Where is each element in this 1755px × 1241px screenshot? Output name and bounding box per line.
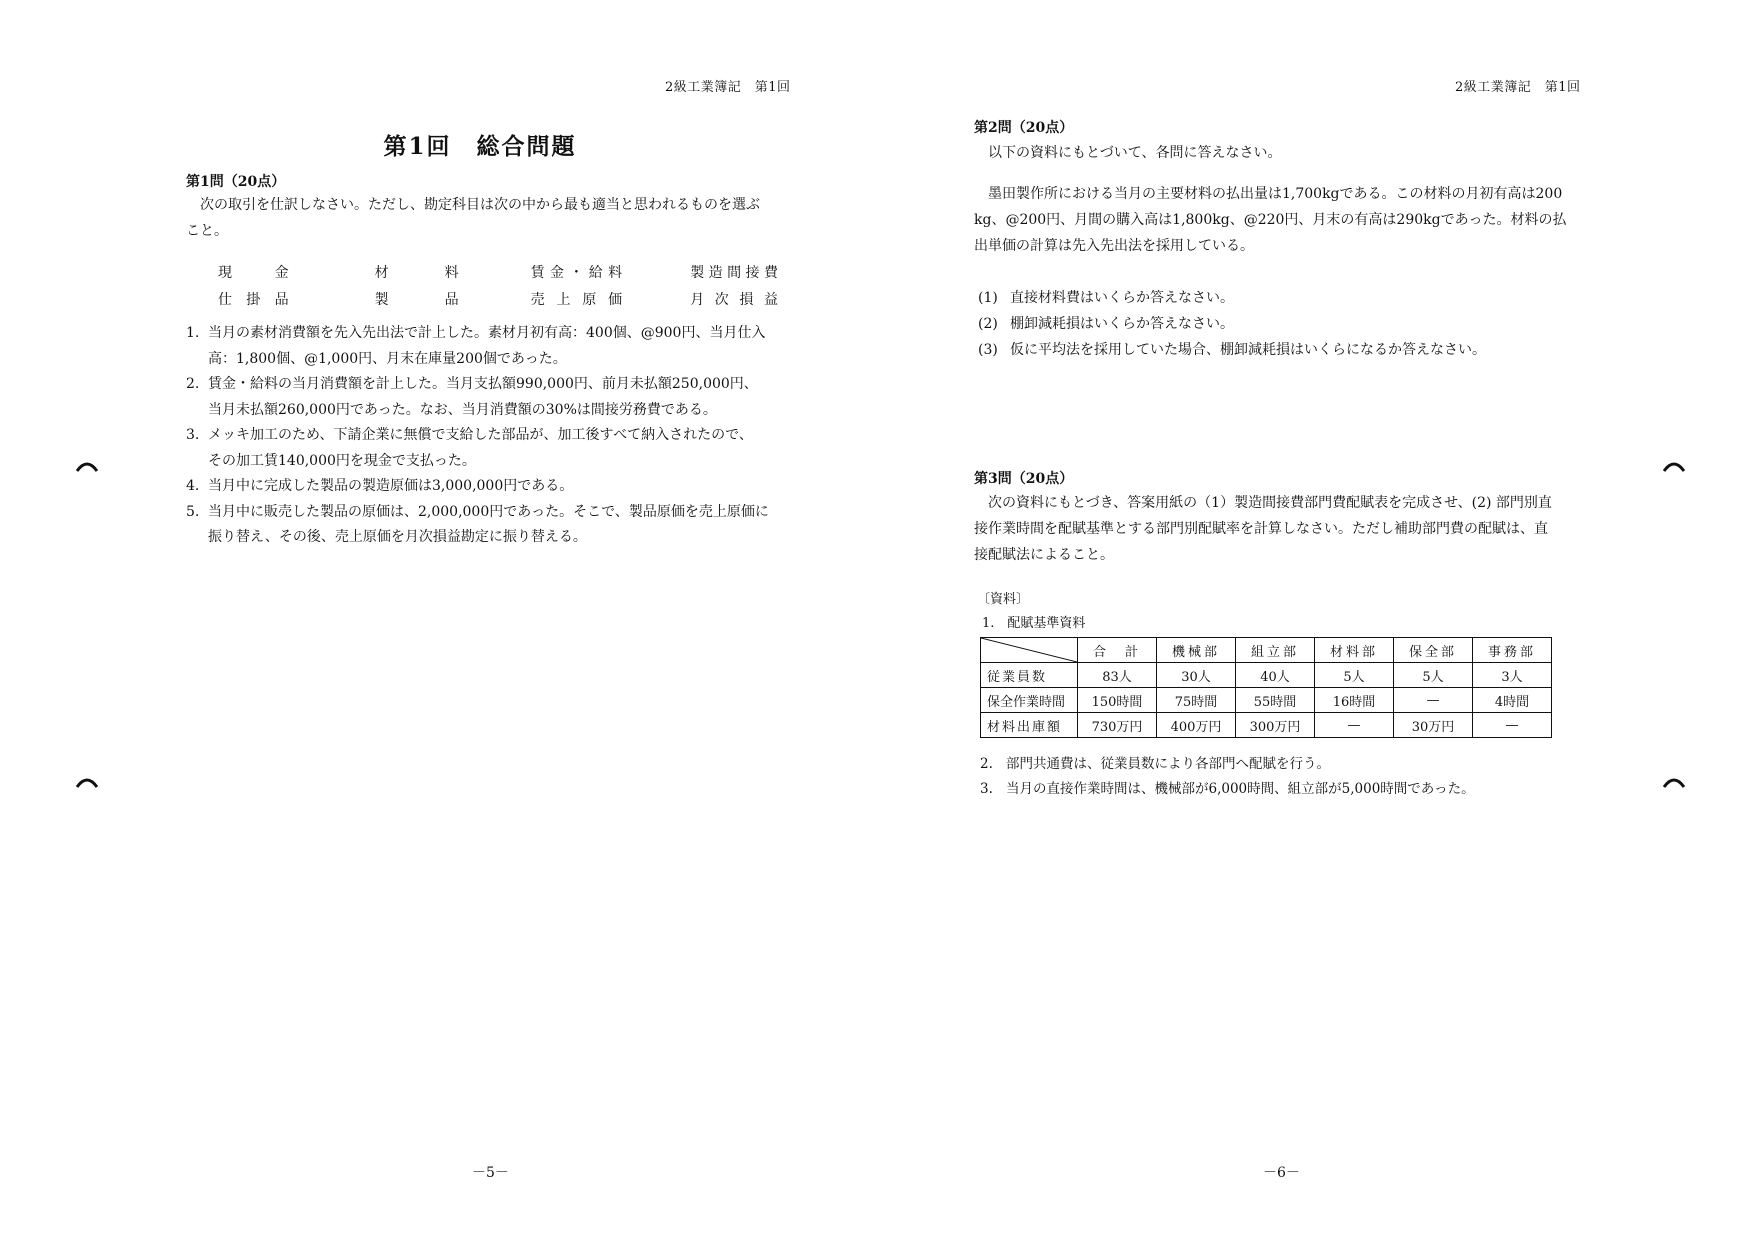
binding-mark-icon: [76, 776, 98, 788]
account-item: 材 料: [374, 264, 459, 281]
note-text: 部門共通費は、従業員数により各部門へ配賦を行う。: [1006, 756, 1330, 772]
table-cell: 30万円: [1394, 713, 1473, 738]
table-cell: 55時間: [1236, 688, 1315, 713]
page-number-right: －6－: [1263, 1165, 1300, 1181]
table-cell: 3人: [1473, 663, 1552, 688]
allocation-basis-table: [980, 637, 1552, 738]
account-list: [218, 258, 778, 312]
account-item: 賃 金 ・ 給 料: [530, 264, 623, 281]
list-item: [978, 311, 1486, 337]
subq-text: 直接材料費はいくらか答えなさい。: [1010, 290, 1234, 306]
item-line: 高：1,800個、@1,000円、月末在庫量200個であった。: [208, 350, 567, 367]
account-row-1: [218, 258, 778, 285]
subq-number: (1): [978, 290, 998, 306]
binding-mark-icon: [1663, 460, 1685, 472]
column-header: 機械部: [1157, 638, 1236, 663]
q1-transaction-list: [186, 321, 806, 551]
table-row: [981, 663, 1552, 688]
list-item: [186, 500, 806, 551]
table-cell: 400万円: [1157, 713, 1236, 738]
q2-subquestions: [978, 285, 1486, 363]
table-cell: 5人: [1394, 663, 1473, 688]
subq-text: 仮に平均法を採用していた場合、棚卸減耗損はいくらになるか答えなさい。: [1010, 342, 1486, 358]
item-line: 振り替え、その後、売上原価を月次損益勘定に振り替える。: [208, 529, 587, 545]
account-item: 仕 掛 品: [218, 291, 289, 308]
list-item: [978, 337, 1486, 363]
column-header: 合 計: [1078, 638, 1157, 663]
account-item: 製 品: [374, 291, 459, 308]
list-item: [980, 752, 1475, 777]
item-line: その加工賃140,000円を現金で支払った。: [208, 452, 476, 469]
list-item: [186, 321, 806, 372]
item-line: メッキ加工のため、下請企業に無償で支給した部品が、加工後すべて納入されたので、: [208, 427, 753, 443]
q3-instruction-line1: 次の資料にもとづき、答案用紙の（1）製造間接費部門費配賦表を完成させ、(2) 部門別直: [988, 495, 1552, 511]
q2-heading: 第2問（20点）: [974, 120, 1074, 136]
q3-instruction-line2: 接作業時間を配賦基準とする部門別配賦率を計算しなさい。ただし補助部門費の配賦は、直: [974, 521, 1548, 537]
table-cell: 83人: [1078, 663, 1157, 688]
diagonal-line-icon: [981, 638, 1077, 662]
q3-heading: 第3問（20点）: [974, 471, 1074, 487]
list-item: [186, 372, 806, 423]
table-corner-cell: [981, 638, 1078, 663]
item-number: 2.: [186, 376, 200, 392]
binding-mark-icon: [1663, 776, 1685, 788]
q3-instruction-line3: 接配賦法によること。: [974, 547, 1114, 563]
q3-notes: [980, 752, 1475, 802]
column-header: 事務部: [1473, 638, 1552, 663]
page-title: 第1回 総合問題: [383, 133, 577, 160]
note-number: 3.: [980, 781, 993, 797]
table-row: [981, 688, 1552, 713]
subq-number: (3): [978, 342, 998, 358]
table-cell: —: [1394, 688, 1473, 713]
q1-heading: 第1問（20点）: [186, 174, 286, 190]
q2-data-line2: kg、@200円、月間の購入高は1,800kg、@220円、月末の有高は290kgであった。材料の払: [974, 212, 1567, 228]
note-text: 当月の直接作業時間は、機械部が6,000時間、組立部が5,000時間であった。: [1006, 781, 1475, 797]
q1-instruction-line2: こと。: [186, 223, 228, 239]
q2-data-line3: 出単価の計算は先入先出法を採用している。: [974, 238, 1254, 254]
q2-data: [974, 181, 1594, 259]
item-number: 1.: [186, 325, 200, 341]
item-line: 当月中に完成した製品の製造原価は3,000,000円である。: [208, 478, 574, 494]
table-cell: 16時間: [1315, 688, 1394, 713]
running-header-left: 2級工業簿記 第1回: [665, 80, 791, 95]
item-number: 4.: [186, 478, 200, 494]
account-item: 現 金: [218, 264, 289, 281]
row-header: 従業員数: [981, 663, 1078, 688]
table-cell: 150時間: [1078, 688, 1157, 713]
item-number: 3.: [186, 427, 200, 443]
table-cell: 4時間: [1473, 688, 1552, 713]
table-cell: 40人: [1236, 663, 1315, 688]
table-header-row: [981, 638, 1552, 663]
item-line: 当月中に販売した製品の原価は、2,000,000円であった。そこで、製品原価を売上原価に: [208, 503, 769, 520]
list-item: [186, 423, 806, 474]
page-number-left: －5－: [472, 1165, 509, 1181]
subq-number: (2): [978, 316, 998, 332]
column-header: 組立部: [1236, 638, 1315, 663]
table-row: [981, 713, 1552, 738]
subq-text: 棚卸減耗損はいくらか答えなさい。: [1010, 316, 1234, 332]
note-number: 2.: [980, 756, 993, 772]
account-row-2: [218, 285, 778, 312]
binding-mark-icon: [76, 460, 98, 472]
column-header: 材料部: [1315, 638, 1394, 663]
right-page: [877, 0, 1754, 1241]
q1-instruction-line1: 次の取引を仕訳しなさい。ただし、勘定科目は次の中から最も適当と思われるものを選ぶ: [200, 197, 760, 213]
list-item: [980, 777, 1475, 802]
table-cell: 300万円: [1236, 713, 1315, 738]
row-header: 保全作業時間: [981, 688, 1078, 713]
list-item: [186, 474, 806, 500]
table-cell: —: [1473, 713, 1552, 738]
q2-instruction: 以下の資料にもとづいて、各問に答えなさい。: [988, 145, 1282, 161]
q2-data-line1: 墨田製作所における当月の主要材料の払出量は1,700kgである。この材料の月初有高は200: [988, 186, 1563, 202]
table-cell: 30人: [1157, 663, 1236, 688]
table-cell: 730万円: [1078, 713, 1157, 738]
left-page: [0, 0, 877, 1241]
item-number: 5.: [186, 503, 200, 520]
account-item: 売 上 原 価: [530, 291, 623, 308]
running-header-right: 2級工業簿記 第1回: [1455, 80, 1581, 95]
item-line: 賃金・給料の当月消費額を計上した。当月支払額990,000円、前月未払額250,000円、: [208, 376, 758, 392]
item-line: 当月の素材消費額を先入先出法で計上した。素材月初有高：400個、@900円、当月仕入: [208, 325, 766, 341]
column-header: 保全部: [1394, 638, 1473, 663]
q3-instruction: [974, 490, 1594, 568]
account-item: 月 次 損 益: [690, 291, 778, 308]
table-cell: —: [1315, 713, 1394, 738]
q1-instruction: [186, 192, 806, 244]
table-cell: 75時間: [1157, 688, 1236, 713]
item-line: 当月未払額260,000円であった。なお、当月消費額の30%は間接労務費である。: [208, 401, 717, 418]
list-item: [978, 285, 1486, 311]
table-cell: 5人: [1315, 663, 1394, 688]
shiryo-label: 〔資料〕: [977, 592, 1030, 607]
basis-label: 1. 配賦基準資料: [982, 616, 1086, 631]
row-header: 材料出庫額: [981, 713, 1078, 738]
account-item: 製 造 間 接 費: [690, 264, 778, 281]
